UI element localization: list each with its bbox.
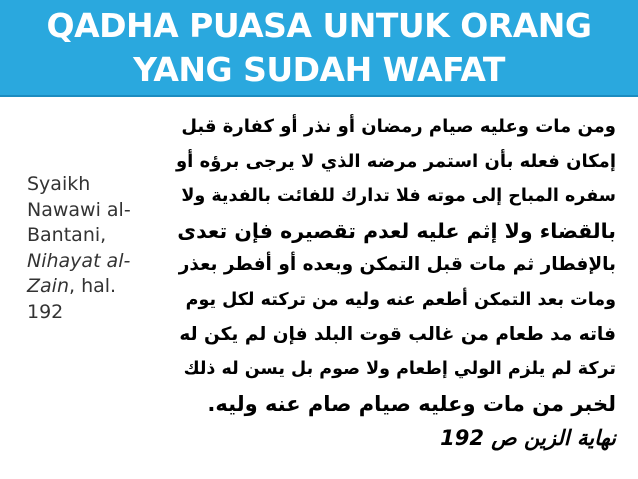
arabic-line: تركة لم يلزم الولي إطعام ولا صوم بل يسن له ذلك: [183, 359, 616, 380]
source-page: , hal. 192: [27, 275, 117, 323]
slide-title: [0, 0, 638, 97]
slide-title-line-1: QADHA PUASA UNTUK ORANG: [46, 6, 592, 45]
source-author: Syaikh Nawawi al-Bantani,: [27, 173, 131, 246]
arabic-line: فاته مد طعام من غالب قوت البلد فإن لم يكن له: [179, 323, 616, 345]
arabic-line: بالقضاء ولا إثم عليه لعدم تقصيره فإن تعدى: [177, 218, 616, 243]
arabic-line: ومات بعد التمكن أطعم عنه وليه من تركته لكل يوم: [185, 289, 616, 310]
source-book-title: Nihayat al-Zain: [27, 249, 131, 297]
arabic-line: ومن مات وعليه صيام رمضان أو نذر أو كفارة قبل: [181, 116, 616, 137]
arabic-quote: [176, 110, 616, 456]
source-reference: [27, 172, 157, 325]
arabic-citation: نهاية الزين ص 192: [440, 426, 616, 451]
arabic-line: إمكان فعله بأن استمر مرضه الذي لا يرجى برؤه أو: [175, 150, 616, 172]
arabic-line: لخبر من مات وعليه صيام صام عنه وليه.: [207, 391, 616, 416]
slide-title-line-2: YANG SUDAH WAFAT: [133, 50, 505, 89]
arabic-line: سفره المباح إلى موته فلا تدارك للفائت بالفدية ولا: [181, 186, 616, 207]
arabic-line: بالإفطار ثم مات قبل التمكن وبعده أو أفطر بعذر: [178, 254, 616, 276]
